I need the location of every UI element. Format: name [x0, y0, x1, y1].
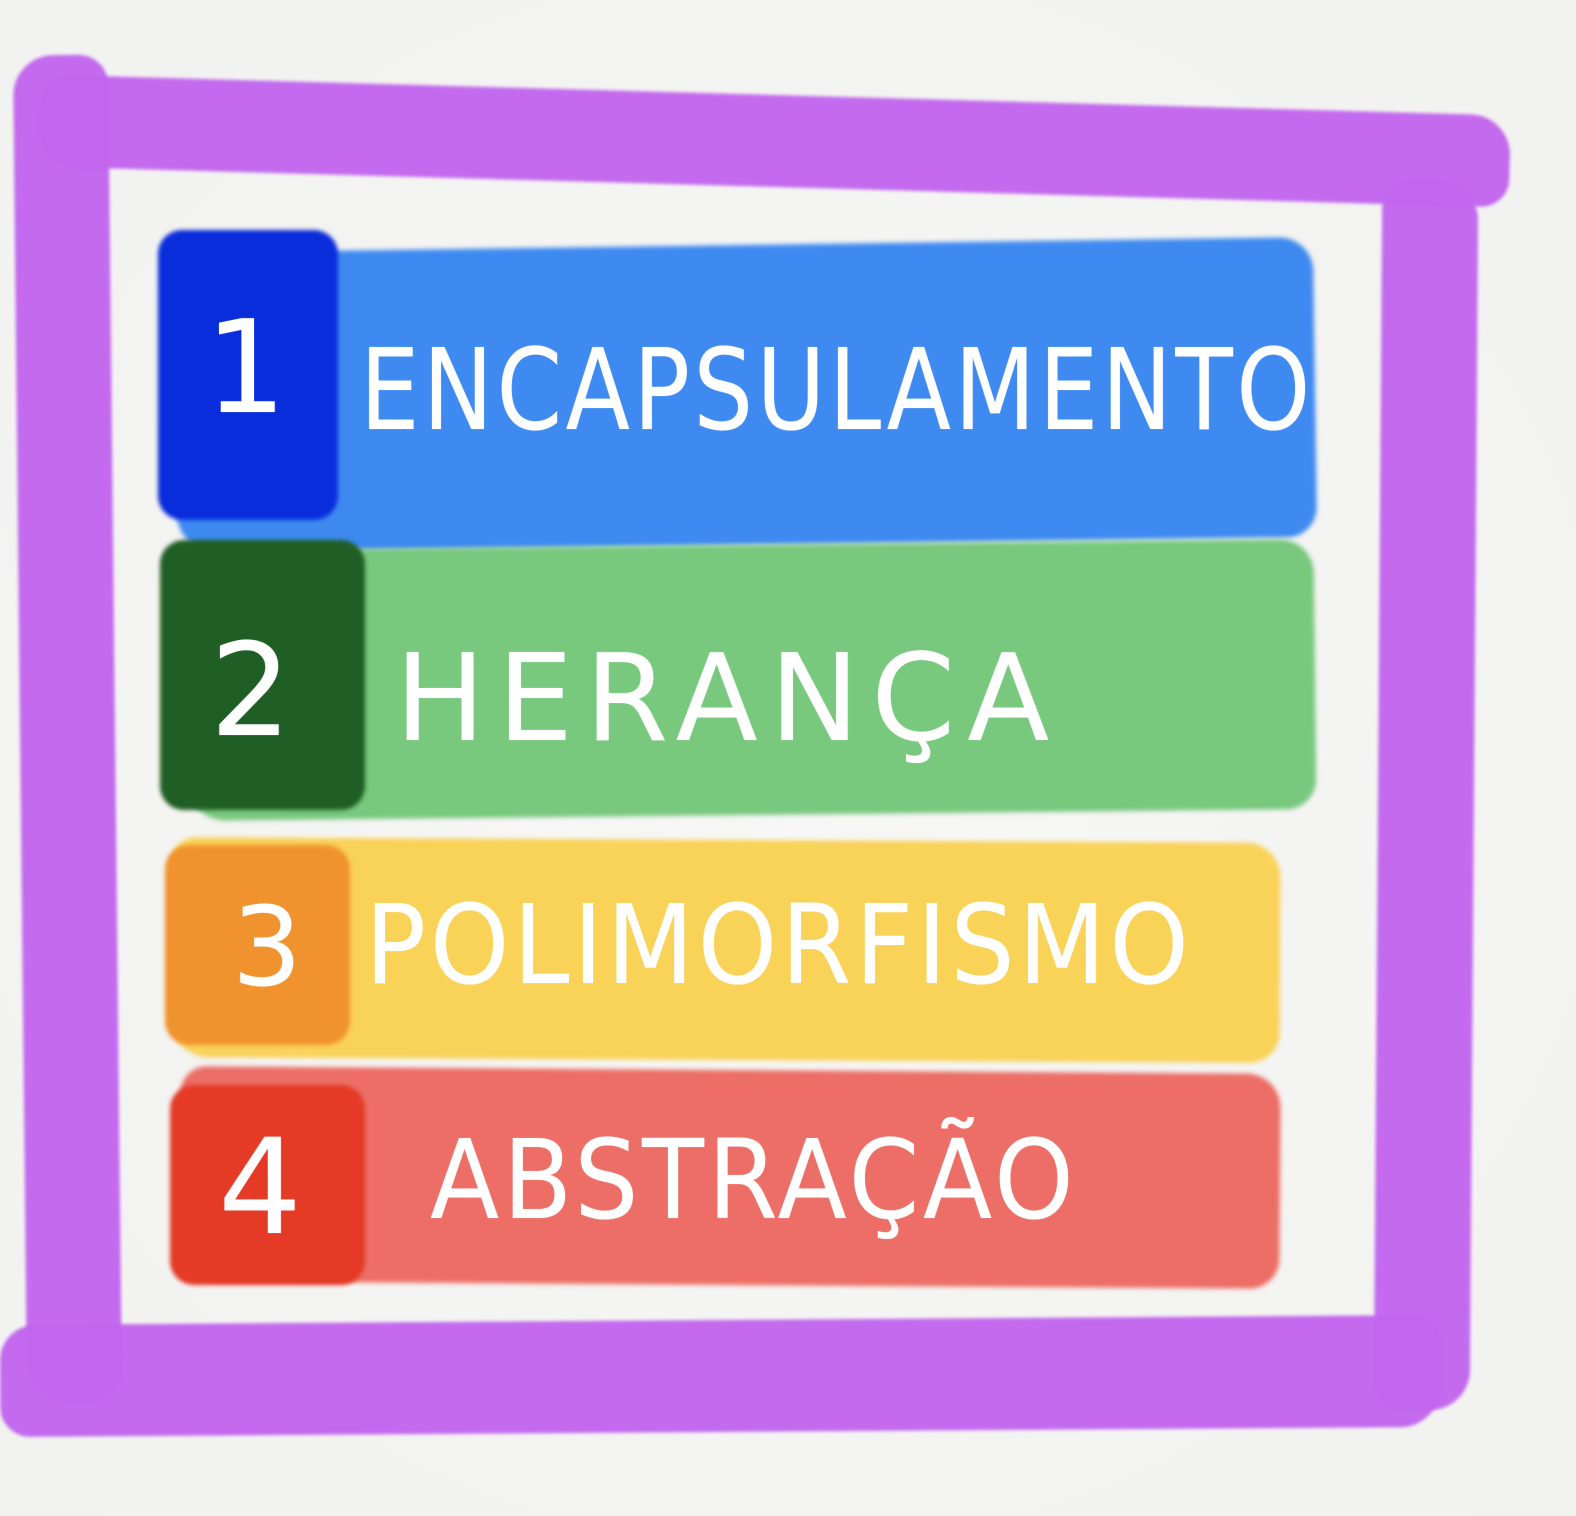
item-3-label: POLIMORFISMO: [365, 881, 1193, 1009]
frame-right-stroke: [1374, 180, 1479, 1411]
item-2-label: HERANÇA: [395, 630, 1062, 769]
item-4-number: 4: [218, 1111, 302, 1265]
frame-left-stroke: [13, 55, 122, 1401]
frame-top-stroke: [39, 74, 1511, 207]
item-2-number: 2: [210, 617, 292, 766]
frame-bottom-stroke: [0, 1315, 1440, 1437]
item-4-label: ABSTRAÇÃO: [430, 1116, 1078, 1244]
item-1-number: 1: [205, 294, 287, 443]
item-3-number: 3: [232, 883, 302, 1011]
item-1-label: ENCAPSULAMENTO: [360, 326, 1314, 456]
